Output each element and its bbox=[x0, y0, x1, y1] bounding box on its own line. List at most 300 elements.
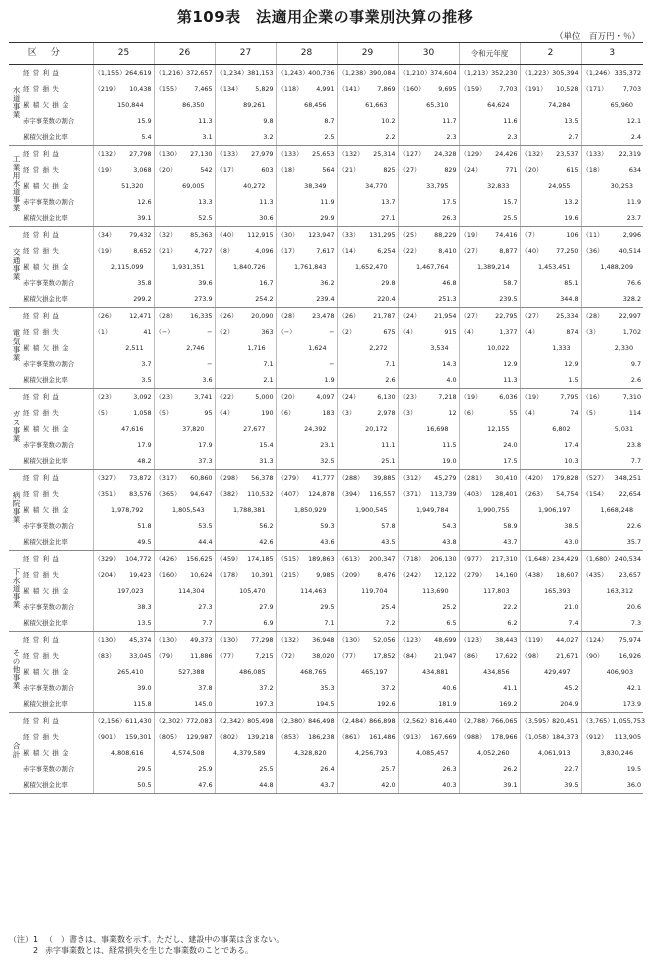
table-cell bbox=[581, 680, 643, 696]
table-cell bbox=[337, 502, 398, 518]
cell-value: 189,863 bbox=[308, 555, 335, 563]
business-count: （312） bbox=[399, 474, 425, 482]
table-cell bbox=[215, 567, 276, 583]
ordinary-profit-row bbox=[9, 551, 643, 568]
cell-value: 305,394 bbox=[552, 69, 579, 77]
table-cell bbox=[215, 615, 276, 632]
cell-value: 1,761,843 bbox=[293, 263, 327, 271]
table-cell bbox=[459, 372, 520, 389]
business-count: （132） bbox=[94, 150, 120, 158]
row-label: 累積欠損金比率 bbox=[23, 777, 93, 794]
table-cell bbox=[337, 372, 398, 389]
cell-value: 24,426 bbox=[495, 150, 518, 158]
business-count: （1,234） bbox=[216, 69, 248, 77]
business-count: （209） bbox=[338, 571, 364, 579]
table-cell bbox=[459, 534, 520, 551]
cell-value: 468,765 bbox=[300, 668, 327, 676]
table-cell bbox=[398, 777, 459, 794]
table-cell bbox=[459, 405, 520, 421]
table-cell bbox=[154, 65, 215, 82]
business-count: （298） bbox=[216, 474, 242, 482]
business-count: （24） bbox=[338, 393, 360, 401]
cell-value: 40,514 bbox=[618, 247, 642, 255]
cell-value: 45,374 bbox=[129, 636, 152, 644]
table-cell bbox=[215, 389, 276, 406]
cell-value: 114,463 bbox=[300, 587, 327, 595]
cell-value: 2.1 bbox=[263, 376, 274, 384]
cell-value: 264,619 bbox=[125, 69, 152, 77]
cell-value: 42.1 bbox=[626, 684, 642, 692]
business-count: （5） bbox=[94, 409, 112, 417]
business-count: （1,238） bbox=[338, 69, 370, 77]
section-name: 工業用水道事業 bbox=[12, 154, 21, 212]
business-count: （5） bbox=[582, 409, 600, 417]
business-count: （8） bbox=[216, 247, 234, 255]
table-cell bbox=[520, 632, 581, 649]
table-cell bbox=[215, 146, 276, 163]
cell-value: 32.5 bbox=[320, 457, 335, 465]
business-count: （133） bbox=[277, 150, 303, 158]
cell-value: 29.9 bbox=[320, 214, 335, 222]
table-cell bbox=[154, 664, 215, 680]
business-count: （72） bbox=[277, 652, 299, 660]
row-label: 経常利益 bbox=[23, 713, 93, 730]
cell-value: 2,330 bbox=[614, 344, 634, 352]
table-cell bbox=[215, 308, 276, 325]
cell-value: 41 bbox=[143, 328, 152, 336]
header-row bbox=[9, 43, 643, 65]
table-cell bbox=[581, 210, 643, 227]
row-label: 赤字事業数の割合 bbox=[23, 356, 93, 372]
cell-value: 390,084 bbox=[369, 69, 396, 77]
business-count: （133） bbox=[216, 150, 242, 158]
table-cell bbox=[215, 178, 276, 194]
cell-value: 24,392 bbox=[304, 425, 327, 433]
cell-value: 829 bbox=[444, 166, 457, 174]
table-cell bbox=[459, 178, 520, 194]
cell-value: 34,770 bbox=[365, 182, 388, 190]
cell-value: 69,005 bbox=[182, 182, 205, 190]
table-cell bbox=[398, 81, 459, 97]
business-count: （718） bbox=[399, 555, 425, 563]
business-count: （26） bbox=[216, 312, 238, 320]
table-cell bbox=[337, 632, 398, 649]
cell-value: 603 bbox=[261, 166, 274, 174]
table-cell bbox=[154, 162, 215, 178]
cell-value: 352,230 bbox=[491, 69, 518, 77]
table-cell bbox=[93, 113, 154, 129]
section-category bbox=[9, 308, 23, 389]
business-count: （613） bbox=[338, 555, 364, 563]
cell-value: 372,657 bbox=[186, 69, 213, 77]
cell-value: 38,349 bbox=[304, 182, 327, 190]
cell-value: 5,031 bbox=[614, 425, 634, 433]
cell-value: 38,020 bbox=[312, 652, 335, 660]
business-count: （263） bbox=[521, 490, 547, 498]
table-cell bbox=[337, 534, 398, 551]
cell-value: 128,401 bbox=[491, 490, 518, 498]
cell-value: 33,795 bbox=[426, 182, 449, 190]
cell-value: 150,844 bbox=[117, 101, 144, 109]
header-year: 25 bbox=[93, 43, 154, 65]
table-cell bbox=[93, 340, 154, 356]
footnote-text: 赤字事業数とは、経常損失を生じた事業数のことである。 bbox=[45, 946, 253, 955]
business-count: （171） bbox=[582, 85, 608, 93]
table-cell bbox=[154, 696, 215, 713]
table-cell bbox=[93, 567, 154, 583]
business-count: （371） bbox=[399, 490, 425, 498]
cell-value: 26.4 bbox=[320, 765, 335, 773]
business-count: （19） bbox=[94, 247, 116, 255]
table-cell bbox=[276, 761, 337, 777]
cell-value: 113,905 bbox=[614, 733, 642, 741]
cell-value: 434,856 bbox=[483, 668, 510, 676]
ordinary-loss-row bbox=[9, 162, 643, 178]
cell-value: 1,840,726 bbox=[232, 263, 266, 271]
cell-value: 11.7 bbox=[442, 117, 457, 125]
table-cell bbox=[398, 583, 459, 599]
cell-value: 12.9 bbox=[564, 360, 579, 368]
cell-value: 25,334 bbox=[556, 312, 579, 320]
table-cell bbox=[337, 696, 398, 713]
cell-value: 167,669 bbox=[430, 733, 457, 741]
cell-value: 9.7 bbox=[630, 360, 642, 368]
cell-value: 23,657 bbox=[618, 571, 642, 579]
deficit-to-revenue-row bbox=[9, 372, 643, 389]
table-cell bbox=[154, 713, 215, 730]
table-cell bbox=[215, 340, 276, 356]
table-cell bbox=[215, 227, 276, 244]
cell-value: 4,991 bbox=[316, 85, 335, 93]
business-count: （19） bbox=[460, 231, 482, 239]
cell-value: 40.3 bbox=[442, 781, 457, 789]
deficit-to-revenue-row bbox=[9, 777, 643, 794]
row-label: 赤字事業数の割合 bbox=[23, 518, 93, 534]
cell-value: 1,488,209 bbox=[600, 263, 634, 271]
cell-value: 76.6 bbox=[626, 279, 642, 287]
row-label: 赤字事業数の割合 bbox=[23, 680, 93, 696]
section-category bbox=[9, 713, 23, 794]
table-cell bbox=[276, 81, 337, 97]
cell-value: 10,528 bbox=[556, 85, 579, 93]
cell-value: 4,096 bbox=[255, 247, 274, 255]
cell-value: 406,903 bbox=[606, 668, 634, 676]
table-cell bbox=[459, 713, 520, 730]
table-cell bbox=[337, 291, 398, 308]
table-cell bbox=[520, 453, 581, 470]
business-count: （130） bbox=[155, 150, 181, 158]
table-cell bbox=[93, 664, 154, 680]
cell-value: 6.2 bbox=[507, 619, 518, 627]
table-cell bbox=[93, 534, 154, 551]
table-cell bbox=[398, 243, 459, 259]
table-cell bbox=[93, 583, 154, 599]
table-cell bbox=[337, 648, 398, 664]
table-cell bbox=[154, 599, 215, 615]
header-year: 26 bbox=[154, 43, 215, 65]
row-label: 累積欠損金 bbox=[23, 583, 93, 599]
cell-value: 239.4 bbox=[316, 295, 335, 303]
row-label: 経常損失 bbox=[23, 567, 93, 583]
table-cell bbox=[276, 356, 337, 372]
cell-value: 85,363 bbox=[190, 231, 213, 239]
cell-value: 1,716 bbox=[247, 344, 266, 352]
business-count: （24） bbox=[460, 166, 482, 174]
cell-value: 197.3 bbox=[255, 700, 274, 708]
table-cell bbox=[520, 210, 581, 227]
section-name: 交通事業 bbox=[12, 247, 21, 281]
cell-value: 816,440 bbox=[430, 717, 457, 725]
deficit-to-revenue-row bbox=[9, 696, 643, 713]
cell-value: 4,085,457 bbox=[415, 749, 449, 757]
cell-value: 27,677 bbox=[243, 425, 266, 433]
ordinary-profit-row bbox=[9, 227, 643, 244]
table-cell bbox=[398, 178, 459, 194]
table-cell bbox=[337, 437, 398, 453]
cell-value: 4,256,793 bbox=[354, 749, 388, 757]
cell-value: 75,974 bbox=[618, 636, 642, 644]
cell-value: 114 bbox=[628, 409, 642, 417]
business-count: （30） bbox=[277, 231, 299, 239]
business-count: （20） bbox=[155, 166, 177, 174]
table-cell bbox=[581, 275, 643, 291]
cell-value: 20.6 bbox=[626, 603, 642, 611]
business-count: （33） bbox=[338, 231, 360, 239]
table-cell bbox=[581, 405, 643, 421]
business-count: （4） bbox=[521, 328, 539, 336]
table-cell bbox=[459, 437, 520, 453]
business-count: （3,595） bbox=[521, 717, 553, 725]
table-cell bbox=[520, 761, 581, 777]
table-cell bbox=[520, 243, 581, 259]
cell-value: 204.9 bbox=[560, 700, 579, 708]
cell-value: 25.2 bbox=[442, 603, 457, 611]
table-cell bbox=[154, 551, 215, 568]
cell-value: 251.3 bbox=[438, 295, 457, 303]
business-count: （11） bbox=[582, 231, 604, 239]
table-cell bbox=[276, 405, 337, 421]
table-cell bbox=[581, 583, 643, 599]
table-cell bbox=[93, 129, 154, 146]
business-count: （4） bbox=[460, 328, 478, 336]
row-label: 経常利益 bbox=[23, 389, 93, 406]
table-cell bbox=[215, 162, 276, 178]
table-cell bbox=[215, 275, 276, 291]
table-cell bbox=[581, 729, 643, 745]
table-cell bbox=[154, 129, 215, 146]
row-label: 累積欠損金 bbox=[23, 502, 93, 518]
cell-value: 771 bbox=[505, 166, 518, 174]
section-name: ガス事業 bbox=[12, 409, 21, 443]
table-cell bbox=[398, 146, 459, 163]
ordinary-profit-row bbox=[9, 65, 643, 82]
table-cell bbox=[215, 259, 276, 275]
business-count: （279） bbox=[277, 474, 303, 482]
table-cell bbox=[215, 372, 276, 389]
table-cell bbox=[581, 308, 643, 325]
table-cell bbox=[520, 518, 581, 534]
cell-value: 4,727 bbox=[194, 247, 213, 255]
table-cell bbox=[520, 372, 581, 389]
table-cell bbox=[520, 275, 581, 291]
cell-value: 7,310 bbox=[622, 393, 642, 401]
cell-value: 542 bbox=[200, 166, 213, 174]
business-count: （329） bbox=[94, 555, 120, 563]
cell-value: 25.9 bbox=[198, 765, 213, 773]
cell-value: 124,878 bbox=[308, 490, 335, 498]
table-cell bbox=[459, 210, 520, 227]
table-cell bbox=[154, 615, 215, 632]
section-category bbox=[9, 389, 23, 470]
row-label: 経常利益 bbox=[23, 65, 93, 82]
business-count: （1,243） bbox=[277, 69, 309, 77]
table-cell bbox=[93, 259, 154, 275]
table-cell bbox=[520, 583, 581, 599]
table-cell bbox=[520, 599, 581, 615]
table-cell bbox=[520, 308, 581, 325]
cell-value: 1,900,545 bbox=[354, 506, 388, 514]
table-cell bbox=[276, 648, 337, 664]
cell-value: 116,557 bbox=[369, 490, 396, 498]
table-cell bbox=[581, 453, 643, 470]
ordinary-loss-row bbox=[9, 243, 643, 259]
table-cell bbox=[581, 146, 643, 163]
table-cell bbox=[459, 567, 520, 583]
cell-value: 1,788,381 bbox=[232, 506, 266, 514]
cell-value: 615 bbox=[566, 166, 579, 174]
table-cell bbox=[398, 713, 459, 730]
table-cell bbox=[459, 470, 520, 487]
cell-value: 344.8 bbox=[560, 295, 579, 303]
business-count: （90） bbox=[582, 652, 604, 660]
cell-value: 40,272 bbox=[243, 182, 266, 190]
table-cell bbox=[459, 389, 520, 406]
cell-value: 2.7 bbox=[568, 133, 579, 141]
business-count: （459） bbox=[216, 555, 242, 563]
cell-value: 15.9 bbox=[137, 117, 152, 125]
cell-value: 9,985 bbox=[316, 571, 335, 579]
cell-value: 1,805,543 bbox=[171, 506, 205, 514]
cell-value: 1,949,784 bbox=[415, 506, 449, 514]
business-count: （159） bbox=[460, 85, 486, 93]
table-cell bbox=[276, 453, 337, 470]
cell-value: 7.1 bbox=[263, 360, 274, 368]
cell-value: 17.5 bbox=[442, 198, 457, 206]
section-category bbox=[9, 551, 23, 632]
cell-value: 139,218 bbox=[247, 733, 274, 741]
cell-value: 1,931,351 bbox=[171, 263, 205, 271]
cell-value: 26.2 bbox=[503, 765, 518, 773]
table-cell bbox=[398, 421, 459, 437]
table-cell bbox=[154, 227, 215, 244]
table-cell bbox=[215, 632, 276, 649]
table-cell bbox=[154, 583, 215, 599]
deficit-ratio-row bbox=[9, 761, 643, 777]
cell-value: 17.5 bbox=[503, 457, 518, 465]
cell-value: 25,314 bbox=[373, 150, 396, 158]
cell-value: 37.2 bbox=[259, 684, 274, 692]
table-cell bbox=[154, 259, 215, 275]
table-cell bbox=[276, 146, 337, 163]
cell-value: 24,328 bbox=[434, 150, 457, 158]
cell-value: 186,238 bbox=[308, 733, 335, 741]
ordinary-loss-row bbox=[9, 81, 643, 97]
row-label: 累積欠損金 bbox=[23, 745, 93, 761]
table-cell bbox=[581, 567, 643, 583]
row-label: 累積欠損金 bbox=[23, 664, 93, 680]
table-cell bbox=[276, 194, 337, 210]
table-cell bbox=[581, 227, 643, 244]
cell-value: 22,997 bbox=[618, 312, 642, 320]
cell-value: 820,451 bbox=[552, 717, 579, 725]
table-cell bbox=[398, 551, 459, 568]
cell-value: 192.6 bbox=[377, 700, 396, 708]
business-count: （27） bbox=[399, 166, 421, 174]
cell-value: 4.0 bbox=[446, 376, 457, 384]
table-cell bbox=[215, 129, 276, 146]
table-cell bbox=[276, 421, 337, 437]
cell-value: 14,160 bbox=[495, 571, 518, 579]
table-cell bbox=[398, 680, 459, 696]
table-cell bbox=[581, 470, 643, 487]
section-name: 合計 bbox=[12, 741, 21, 759]
cell-value: 4,052,260 bbox=[476, 749, 510, 757]
table-cell bbox=[398, 113, 459, 129]
business-count: （14） bbox=[338, 247, 360, 255]
cell-value: 3.2 bbox=[263, 133, 274, 141]
business-count: （124） bbox=[582, 636, 608, 644]
business-count: （24） bbox=[399, 312, 421, 320]
cell-value: 38.3 bbox=[137, 603, 152, 611]
table-cell bbox=[581, 65, 643, 82]
business-count: （27） bbox=[460, 312, 482, 320]
cell-value: 13.5 bbox=[564, 117, 579, 125]
cell-value: 12.1 bbox=[626, 117, 642, 125]
table-cell bbox=[337, 486, 398, 502]
business-count: （365） bbox=[155, 490, 181, 498]
business-count: （191） bbox=[521, 85, 547, 93]
business-count: （407） bbox=[277, 490, 303, 498]
business-count: （130） bbox=[155, 636, 181, 644]
table-cell bbox=[337, 551, 398, 568]
table-cell bbox=[520, 729, 581, 745]
cell-value: 26.3 bbox=[442, 765, 457, 773]
business-count: （84） bbox=[399, 652, 421, 660]
table-cell bbox=[215, 599, 276, 615]
business-count: （132） bbox=[338, 150, 364, 158]
cell-value: 7,215 bbox=[255, 652, 274, 660]
table-cell bbox=[520, 534, 581, 551]
table-cell bbox=[581, 713, 646, 730]
cell-value: 1,850,929 bbox=[293, 506, 327, 514]
cell-value: 3.6 bbox=[202, 376, 213, 384]
business-count: （3） bbox=[399, 409, 417, 417]
table-cell bbox=[337, 729, 398, 745]
row-label: 経常損失 bbox=[23, 81, 93, 97]
business-count: （3） bbox=[582, 328, 600, 336]
cell-value: 51,320 bbox=[121, 182, 144, 190]
table-cell bbox=[337, 243, 398, 259]
table-cell bbox=[337, 210, 398, 227]
cell-value: 42.0 bbox=[381, 781, 396, 789]
cell-value: 25,653 bbox=[312, 150, 335, 158]
table-cell bbox=[93, 470, 154, 487]
cell-value: 30.6 bbox=[259, 214, 274, 222]
table-cell bbox=[154, 777, 215, 794]
table-cell bbox=[581, 518, 643, 534]
table-cell bbox=[215, 761, 276, 777]
cell-value: 21,954 bbox=[434, 312, 457, 320]
